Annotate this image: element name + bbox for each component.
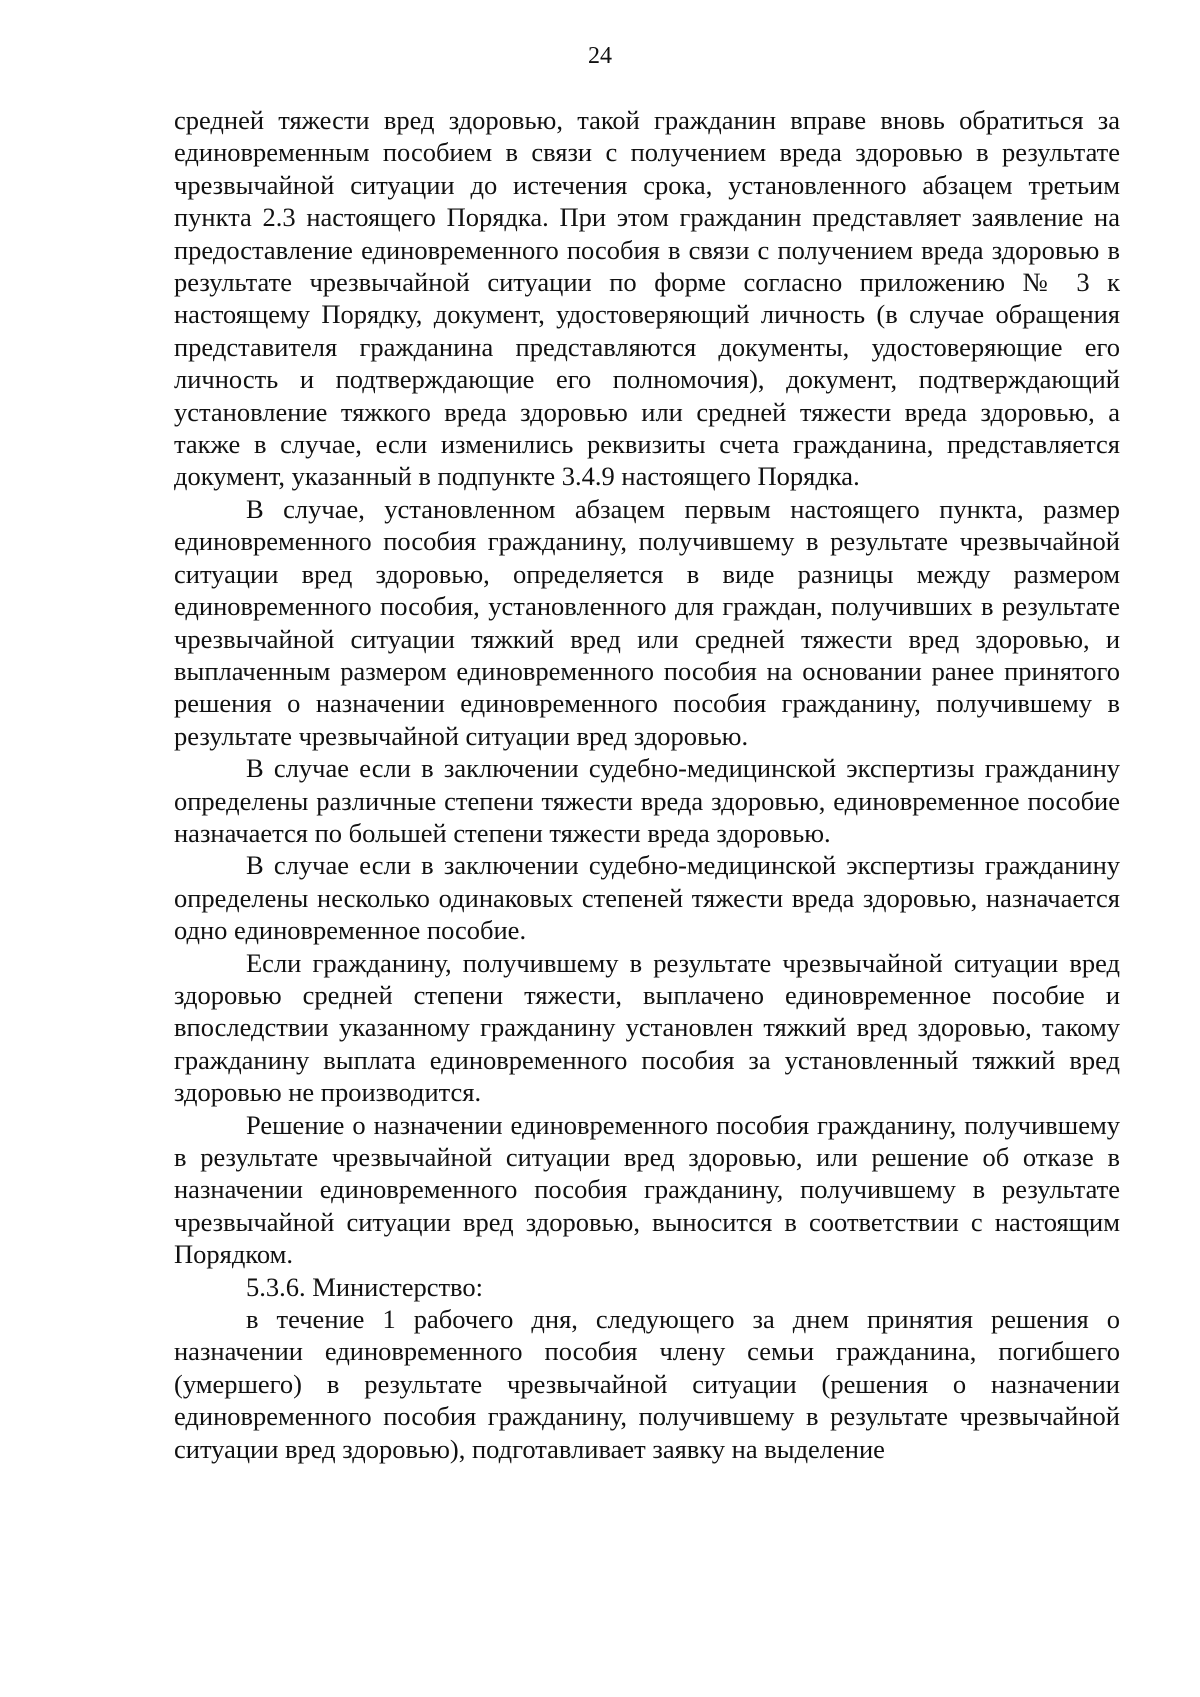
paragraph: Решение о назначении единовременного пособия гражданину, получившему в результате чрезвычайной ситуации вред здоровью, или решение об отказе в назначении единовременного пособия гражданину, получившему в результате чрезвычайной ситуации вред здоровью, выносится в соответствии с настоящим Порядком.: [174, 1109, 1120, 1270]
paragraph: В случае, установленном абзацем первым настоящего пункта, размер единовременного пособия гражданину, получившему в результате чрезвычайной ситуации вред здоровью, определяется в виде разницы между размером единовременного пособия, установленного для граждан, получивших в результате чрезвычайной ситуации тяжкий вред или средней тяжести вред здоровью, и выплаченным размером единовременного пособия на основании ранее принятого решения о назначении единовременного пособия гражданину, получившему в результате чрезвычайной ситуации вред здоровью.: [174, 493, 1120, 751]
paragraph: Если гражданину, получившему в результате чрезвычайной ситуации вред здоровью средней степени тяжести, выплачено единовременное пособие и впоследствии указанному гражданину установлен тяжкий вред здоровью, такому гражданину выплата единовременного пособия за установленный тяжкий вред здоровью не производится.: [174, 947, 1120, 1108]
paragraph-continued: средней тяжести вред здоровью, такой гражданин вправе вновь обратиться за единовременным пособием в связи с получением вреда здоровью в результате чрезвычайной ситуации до истечения срока, установленного абзацем третьим пункта 2.3 настоящего Порядка. При этом гражданин представляет заявление на предоставление единовременного пособия в связи с получением вреда здоровью в результате чрезвычайной ситуации по форме согласно приложению № 3 к настоящему Порядку, документ, удостоверяющий личность (в случае обращения представителя гражданина представляются документы, удостоверяющие его личность и подтверждающие его полномочия), документ, подтверждающий установление тяжкого вреда здоровью или средней тяжести вреда здоровью, а также в случае, если изменились реквизиты счета гражданина, представляется документ, указанный в подпункте 3.4.9 настоящего Порядка.: [174, 105, 1120, 492]
paragraph: в течение 1 рабочего дня, следующего за днем принятия решения о назначении единовременного пособия члену семьи гражданина, погибшего (умершего) в результате чрезвычайной ситуации (решения о назначении единовременного пособия гражданину, получившему в результате чрезвычайной ситуации вред здоровью), подготавливает заявку на выделение: [174, 1304, 1120, 1464]
page-number: 24: [588, 43, 612, 69]
document-body: [174, 104, 1120, 1465]
paragraph: В случае если в заключении судебно-медицинской экспертизы гражданину определены различные степени тяжести вреда здоровью, единовременное пособие назначается по большей степени тяжести вреда здоровью.: [174, 753, 1120, 848]
section-heading: 5.3.6. Министерство:: [246, 1271, 483, 1302]
paragraph: В случае если в заключении судебно-медицинской экспертизы гражданину определены несколько одинаковых степеней тяжести вреда здоровью, назначается одно единовременное пособие.: [174, 850, 1120, 946]
